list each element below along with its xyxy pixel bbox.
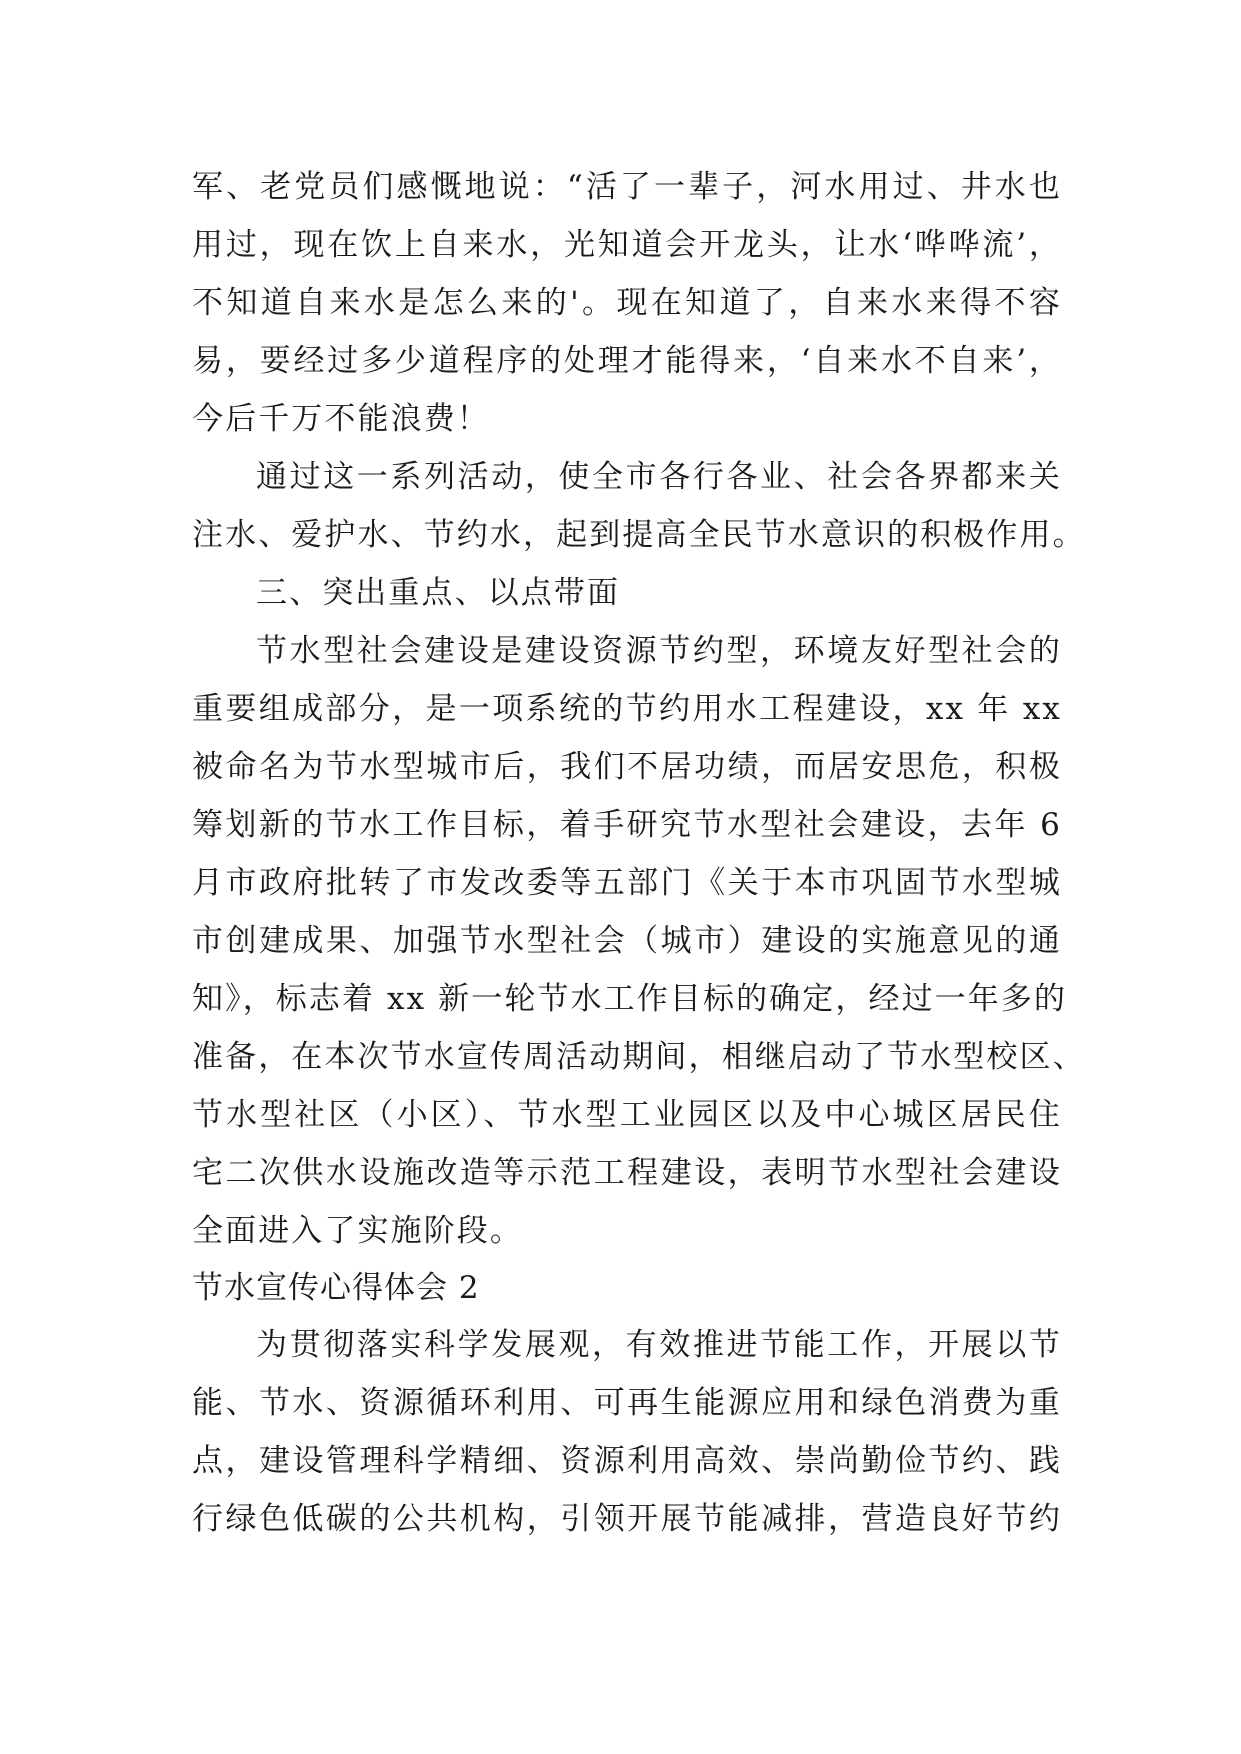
text-line (192, 390, 1062, 448)
text-line (192, 1316, 1062, 1374)
text-line-content: 为贯彻落实科学发展观，有效推进节能工作，开展以节 (256, 1327, 1062, 1363)
text-line (192, 854, 1062, 912)
text-line-content: 节水型社会建设是建设资源节约型，环境友好型社会的 (256, 633, 1062, 669)
text-line (192, 506, 1086, 564)
text-line-content: 被命名为节水型城市后，我们不居功绩，而居安思危，积极 (192, 749, 1062, 785)
text-line (192, 738, 1062, 796)
text-line-content: 宅二次供水设施改造等示范工程建设，表明节水型社会建设 (192, 1155, 1062, 1191)
text-line-content: 易，要经过多少道程序的处理才能得来，‘自来水不自来’， (192, 343, 1062, 379)
text-line (192, 1432, 1062, 1490)
text-line-content: 不知道自来水是怎么来的'。现在知道了，自来水来得不容 (192, 285, 1062, 321)
text-line-content: 三、突出重点、以点带面 (256, 575, 621, 611)
text-line (192, 912, 1062, 970)
text-line-content: 注水、爱护水、节约水，起到提高全民节水意识的积极作用。 (192, 517, 1086, 553)
text-line-content: 月市政府批转了市发改委等五部门《关于本市巩固节水型城 (192, 865, 1062, 901)
text-line-content: 今后千万不能浪费！ (192, 401, 490, 437)
text-line-content: 准备，在本次节水宣传周活动期间，相继启动了节水型校区、 (192, 1039, 1086, 1075)
text-line-content: 市创建成果、加强节水型社会（城市）建设的实施意见的通 (192, 923, 1062, 959)
text-line-content: 军、老党员们感慨地说：“活了一辈子，河水用过、井水也 (192, 169, 1062, 205)
text-line-content: 筹划新的节水工作目标，着手研究节水型社会建设，去年 6 (192, 807, 1062, 843)
text-line (192, 216, 1062, 274)
section-title (192, 1260, 1062, 1316)
text-line-content: 知》，标志着 xx 新一轮节水工作目标的确定，经过一年多的 (192, 981, 1068, 1017)
text-line (192, 1144, 1062, 1202)
text-line-content: 节水宣传心得体会 2 (192, 1270, 480, 1306)
document-body (192, 158, 1086, 1548)
text-line (192, 1086, 1062, 1144)
text-line (192, 158, 1062, 216)
text-line (192, 1028, 1086, 1086)
text-line (192, 332, 1062, 390)
text-line (192, 448, 1062, 506)
text-line (192, 274, 1062, 332)
text-line (192, 1490, 1062, 1548)
text-line-content: 全面进入了实施阶段。 (192, 1213, 523, 1249)
text-line (192, 1374, 1062, 1432)
text-line-content: 通过这一系列活动，使全市各行各业、社会各界都来关 (256, 459, 1062, 495)
text-line (192, 970, 1068, 1028)
text-line-content: 能、节水、资源循环利用、可再生能源应用和绿色消费为重 (192, 1385, 1062, 1421)
text-line (192, 680, 1062, 738)
text-line-content: 用过，现在饮上自来水，光知道会开龙头，让水‘哗哗流’， (192, 227, 1062, 263)
text-line (192, 564, 1062, 622)
text-line (192, 1202, 1062, 1260)
text-line-content: 节水型社区（小区）、节水型工业园区以及中心城区居民住 (192, 1097, 1062, 1133)
text-line-content: 行绿色低碳的公共机构，引领开展节能减排，营造良好节约 (192, 1501, 1062, 1537)
text-line-content: 点，建设管理科学精细、资源利用高效、崇尚勤俭节约、践 (192, 1443, 1062, 1479)
text-line (192, 622, 1062, 680)
text-line-content: 重要组成部分，是一项系统的节约用水工程建设，xx 年 xx (192, 691, 1062, 727)
text-line (192, 796, 1062, 854)
